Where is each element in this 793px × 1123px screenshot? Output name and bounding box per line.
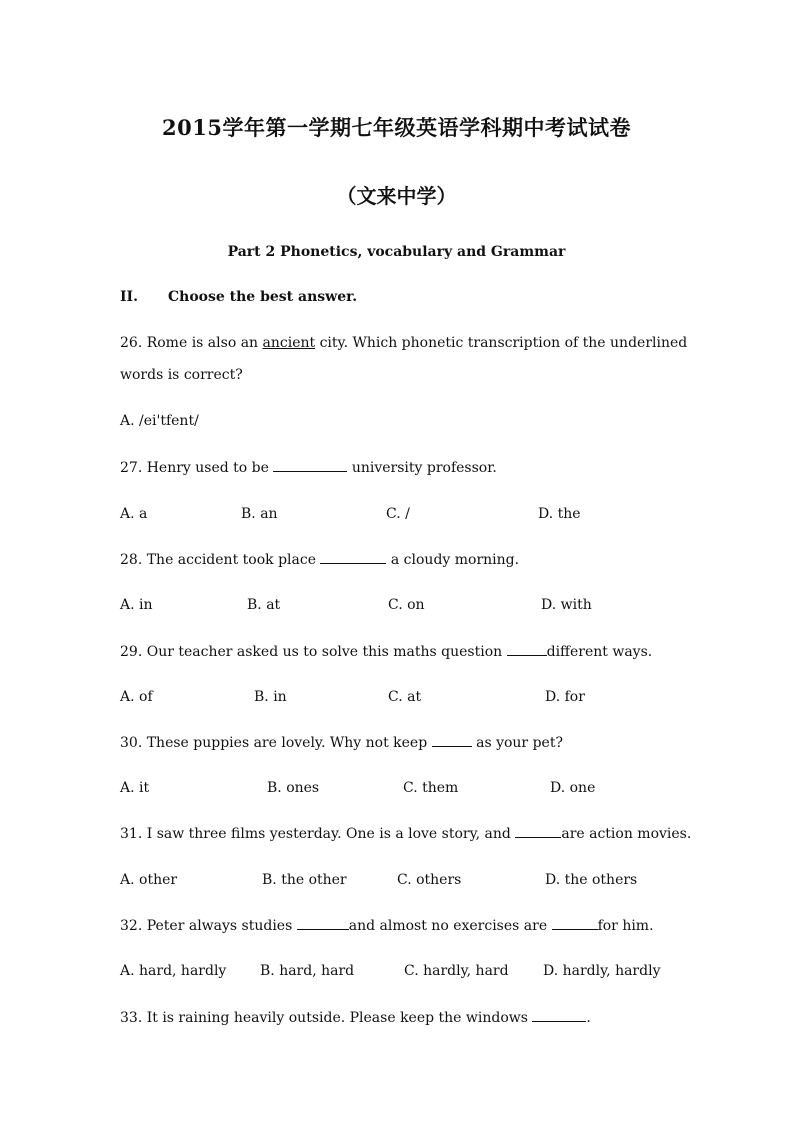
option-d: D. one	[550, 780, 596, 796]
option-a: A. in	[120, 597, 153, 613]
option-d: D. the others	[545, 872, 638, 888]
answer-blank	[507, 643, 547, 656]
option-b: B. in	[254, 689, 287, 705]
option-c: C. /	[386, 506, 410, 522]
option-b: B. an	[241, 506, 278, 522]
option-b: B. the other	[262, 872, 347, 888]
question-32: 32. Peter always studies and almost no exercises are for him.	[120, 918, 654, 934]
option-d: D. for	[545, 689, 585, 705]
question-31: 31. I saw three films yesterday. One is a love story, and are action movies.	[120, 826, 692, 842]
option-c: C. on	[388, 597, 425, 613]
answer-blank	[297, 917, 349, 930]
underlined-word: ancient	[262, 335, 316, 351]
answer-blank	[273, 459, 347, 472]
option-a: A. it	[120, 780, 150, 796]
question-29: 29. Our teacher asked us to solve this maths question different ways.	[120, 644, 653, 660]
option-d: D. the	[538, 506, 581, 522]
option-b: B. hard, hard	[260, 963, 355, 979]
question-26-option-a: A. /ei'tfent/	[120, 413, 199, 429]
option-c: C. them	[403, 780, 459, 796]
question-26: 26. Rome is also an ancient city. Which phonetic transcription of the underlined	[120, 335, 688, 351]
option-c: C. at	[388, 689, 422, 705]
section-number: II.	[120, 289, 138, 305]
answer-blank	[515, 825, 561, 838]
option-b: B. ones	[267, 780, 320, 796]
option-c: C. others	[397, 872, 462, 888]
question-33: 33. It is raining heavily outside. Please keep the windows .	[120, 1010, 591, 1026]
question-30: 30. These puppies are lovely. Why not keep as your pet?	[120, 735, 563, 751]
section-title: Choose the best answer.	[168, 289, 358, 305]
answer-blank	[552, 917, 598, 930]
option-a: A. of	[120, 689, 153, 705]
option-c: C. hardly, hard	[404, 963, 509, 979]
school-name: （文来中学）	[336, 184, 457, 208]
exam-title: 2015学年第一学期七年级英语学科期中考试试卷	[162, 115, 631, 140]
answer-blank	[432, 734, 472, 747]
part-heading: Part 2 Phonetics, vocabulary and Grammar	[227, 244, 566, 260]
option-d: D. with	[541, 597, 592, 613]
section-heading	[120, 289, 357, 305]
question-28: 28. The accident took place a cloudy morning.	[120, 552, 520, 568]
option-a: A. hard, hardly	[120, 963, 227, 979]
option-d: D. hardly, hardly	[543, 963, 661, 979]
question-27: 27. Henry used to be university professor.	[120, 460, 497, 476]
answer-blank	[320, 551, 386, 564]
question-26-line2: words is correct?	[120, 367, 243, 383]
option-b: B. at	[247, 597, 281, 613]
option-a: A. a	[120, 506, 148, 522]
option-a: A. other	[120, 872, 178, 888]
answer-blank	[532, 1009, 586, 1022]
